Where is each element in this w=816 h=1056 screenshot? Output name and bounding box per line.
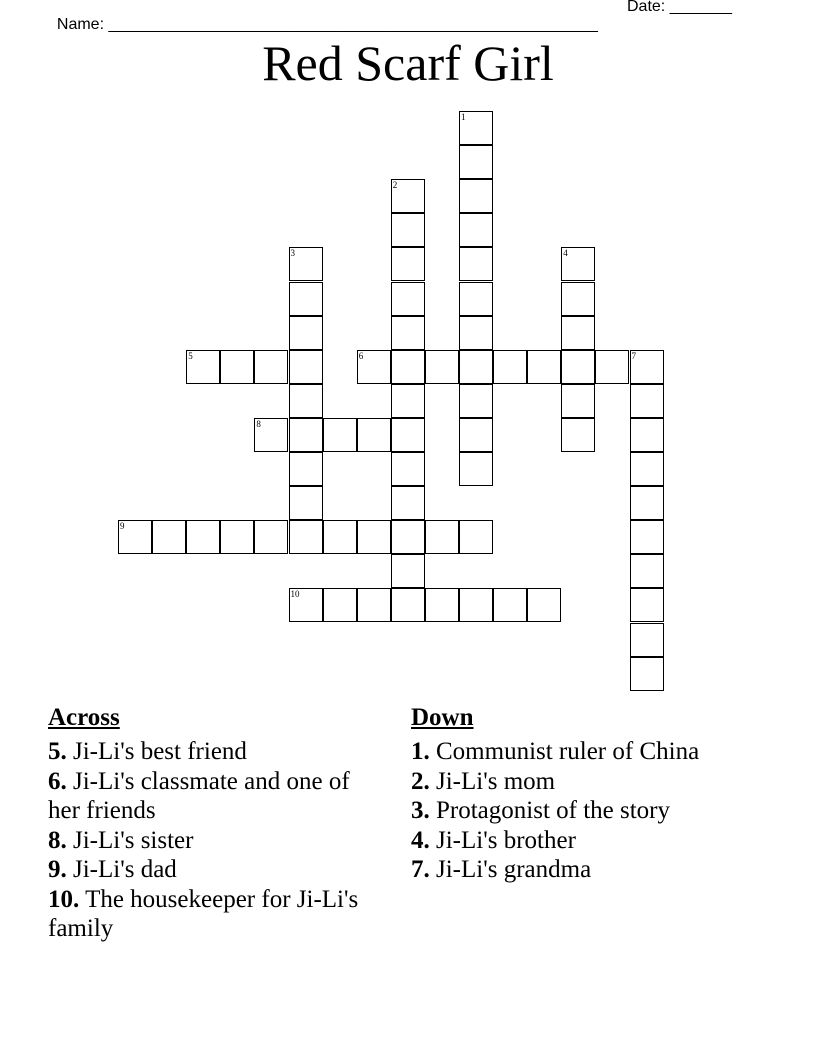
grid-cell[interactable] (391, 588, 425, 622)
grid-cell[interactable] (391, 179, 425, 213)
grid-cell[interactable] (425, 350, 459, 384)
grid-cell[interactable] (391, 213, 425, 247)
across-clues (48, 702, 378, 944)
grid-cell[interactable] (220, 520, 254, 554)
grid-cell[interactable] (391, 247, 425, 281)
grid-cell[interactable] (391, 384, 425, 418)
grid-cell[interactable] (391, 452, 425, 486)
grid-cell[interactable] (561, 418, 595, 452)
down-clues (411, 702, 741, 885)
grid-cell[interactable] (561, 316, 595, 350)
grid-cell[interactable] (425, 588, 459, 622)
grid-cell[interactable] (459, 350, 493, 384)
grid-cell[interactable] (493, 350, 527, 384)
grid-cell[interactable] (220, 350, 254, 384)
grid-cell[interactable] (630, 350, 664, 384)
grid-cell[interactable] (630, 452, 664, 486)
grid-cell[interactable] (289, 452, 323, 486)
grid-cell[interactable] (289, 486, 323, 520)
grid-cell[interactable] (357, 520, 391, 554)
grid-cell[interactable] (391, 554, 425, 588)
down-clue: 1. Communist ruler of China (411, 738, 700, 765)
grid-cell[interactable] (186, 350, 220, 384)
grid-cell[interactable] (630, 657, 664, 691)
grid-cell[interactable] (323, 418, 357, 452)
grid-cell[interactable] (561, 282, 595, 316)
grid-cell[interactable] (459, 247, 493, 281)
grid-cell[interactable] (630, 520, 664, 554)
down-heading: Down (411, 704, 474, 731)
grid-cell[interactable] (595, 350, 629, 384)
grid-cell[interactable] (289, 247, 323, 281)
down-clue: 7. Ji-Li's grandma (411, 856, 592, 883)
grid-cell[interactable] (459, 213, 493, 247)
grid-cell[interactable] (527, 588, 561, 622)
across-clue: 9. Ji-Li's dad (48, 856, 177, 883)
clue-number: 6 (358, 350, 364, 361)
clue-number: 8 (256, 418, 261, 429)
grid-cell[interactable] (527, 350, 561, 384)
date-field[interactable]: Date: _______ (627, 0, 732, 15)
grid-cell[interactable] (391, 316, 425, 350)
clue-number: 1 (461, 112, 466, 122)
grid-cell[interactable] (630, 623, 664, 657)
clue-number: 4 (563, 248, 568, 259)
grid-cell[interactable] (357, 350, 391, 384)
grid-cell[interactable] (459, 111, 493, 145)
clue-number: 2 (392, 180, 398, 191)
grid-cell[interactable] (561, 247, 595, 281)
grid-cell[interactable] (561, 350, 595, 384)
grid-cell[interactable] (391, 486, 425, 520)
name-field[interactable]: Name: _______________________________________________________ (56, 16, 598, 33)
grid-cell[interactable] (459, 316, 493, 350)
grid-cell[interactable] (186, 520, 220, 554)
grid-cell[interactable] (630, 588, 664, 622)
grid-cell[interactable] (561, 384, 595, 418)
grid-cell[interactable] (254, 350, 288, 384)
grid-cell[interactable] (630, 418, 664, 452)
down-clue: 4. Ji-Li's brother (411, 826, 576, 854)
clue-number: 7 (631, 350, 636, 361)
grid-cell[interactable] (323, 520, 357, 554)
grid-cell[interactable] (459, 452, 493, 486)
clue-number: 10 (290, 589, 300, 600)
grid-cell[interactable] (289, 384, 323, 418)
grid-cell[interactable] (289, 520, 323, 554)
grid-cell[interactable] (289, 418, 323, 452)
grid-cell[interactable] (391, 520, 425, 554)
down-clue: 2. Ji-Li's mom (411, 767, 556, 795)
grid-cell[interactable] (459, 179, 493, 213)
grid-cell[interactable] (493, 588, 527, 622)
across-clue: 10. The housekeeper for Ji-Li's family (48, 885, 359, 942)
grid-cell[interactable] (459, 145, 493, 179)
grid-cell[interactable] (357, 418, 391, 452)
across-clue: 5. Ji-Li's best friend (48, 738, 247, 765)
down-clue: 3. Protagonist of the story (411, 797, 671, 824)
grid-cell[interactable] (630, 486, 664, 520)
across-clue: 6. Ji-Li's classmate and one of her friends (48, 767, 350, 824)
grid-cell[interactable] (425, 520, 459, 554)
grid-cell[interactable] (254, 520, 288, 554)
across-heading: Across (48, 704, 120, 731)
grid-cell[interactable] (459, 418, 493, 452)
puzzle-title: Red Scarf Girl (262, 35, 554, 91)
grid-cell[interactable] (152, 520, 186, 554)
clue-number: 5 (188, 350, 193, 361)
grid-cell[interactable] (630, 384, 664, 418)
clue-number: 3 (290, 248, 295, 259)
grid-cell[interactable] (254, 418, 288, 452)
across-clue: 8. Ji-Li's sister (48, 826, 194, 854)
grid-cell[interactable] (459, 520, 493, 554)
grid-cell[interactable] (118, 520, 152, 554)
grid-cell[interactable] (459, 384, 493, 418)
grid-cell[interactable] (391, 350, 425, 384)
grid-cell[interactable] (459, 588, 493, 622)
grid-cell[interactable] (459, 282, 493, 316)
grid-cell[interactable] (323, 588, 357, 622)
grid-cell[interactable] (630, 554, 664, 588)
grid-cell[interactable] (289, 350, 323, 384)
grid-cell[interactable] (289, 588, 323, 622)
clue-number: 9 (120, 521, 125, 532)
grid-cell[interactable] (289, 282, 323, 316)
grid-cell[interactable] (289, 316, 323, 350)
grid-cell[interactable] (391, 418, 425, 452)
grid-cell[interactable] (391, 282, 425, 316)
grid-cell[interactable] (357, 588, 391, 622)
